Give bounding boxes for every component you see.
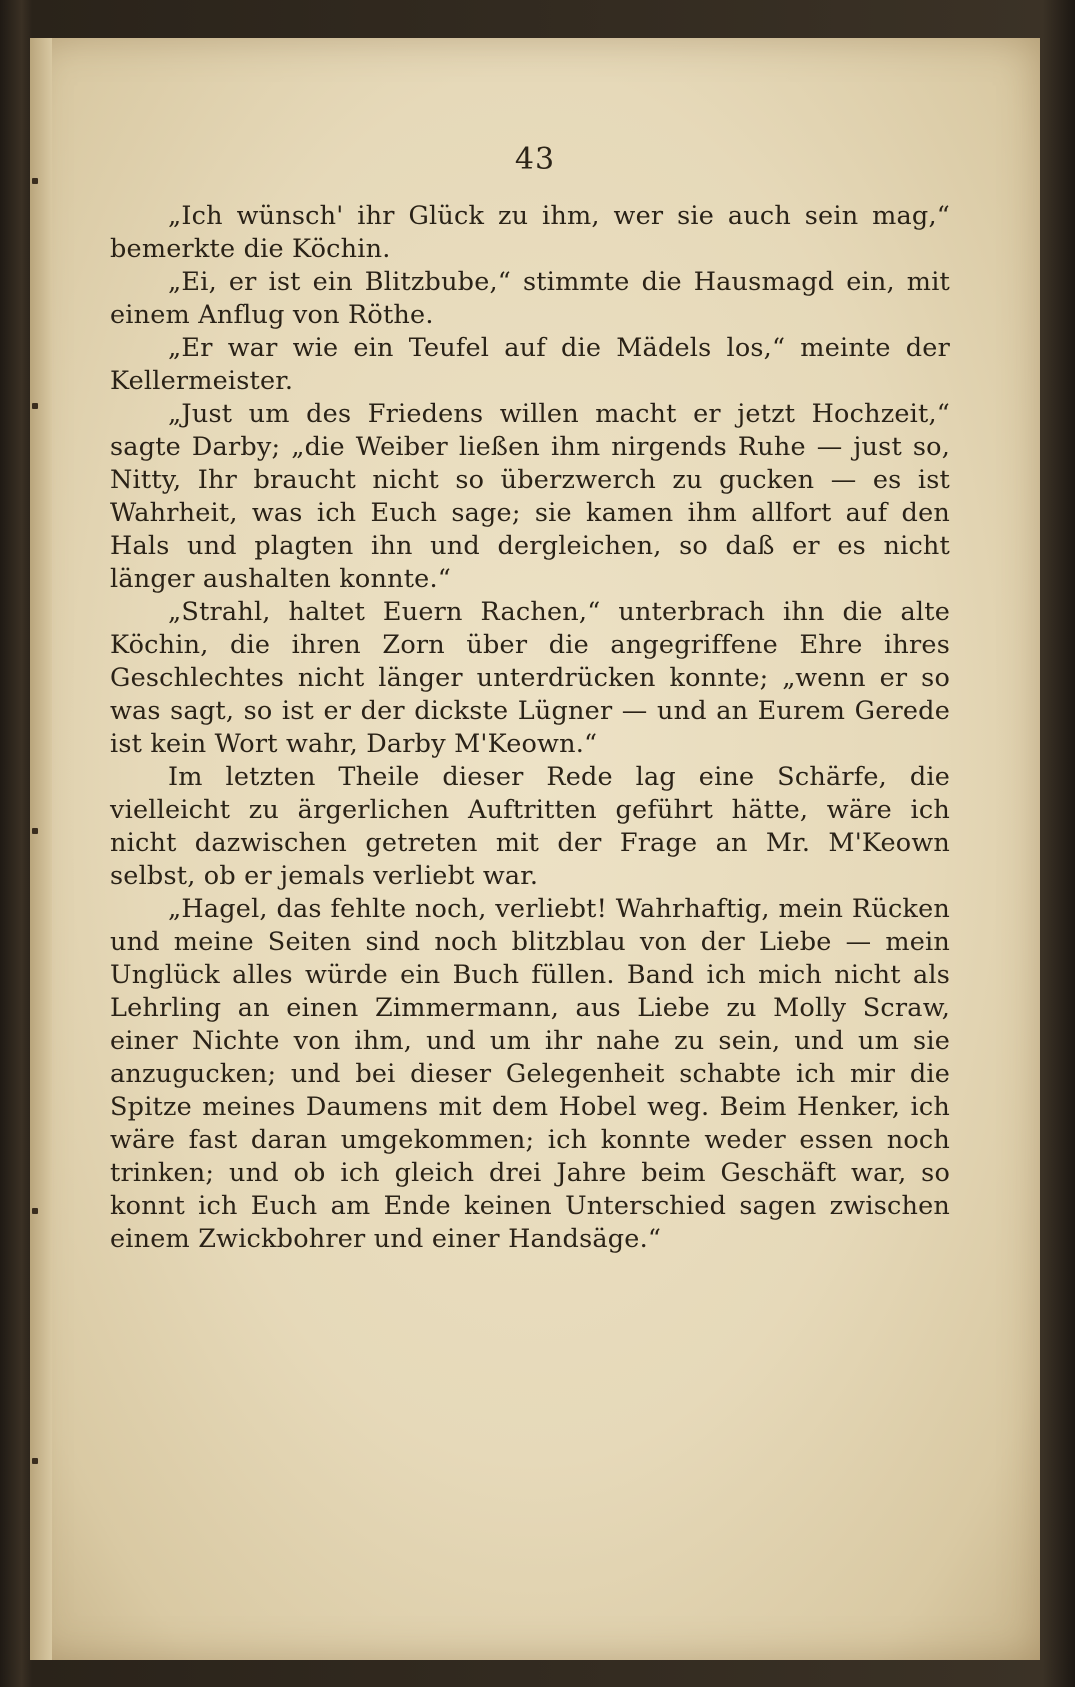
page-paper <box>30 38 1040 1660</box>
spine-mark <box>32 1208 38 1214</box>
spine-mark <box>32 828 38 834</box>
paragraph: „Just um des Friedens willen macht er jetzt Hochzeit,“ sagte Darby; „die Weiber ließen ihm nirgends Ruhe — just so, Nitty, Ihr braucht nicht so überzwerch zu gucken — es ist Wahrheit, was ich Euch sage; sie kamen ihm allfort auf den Hals und plagten ihn und dergleichen, so daß er es nicht länger aushalten konnte.“ <box>110 399 950 594</box>
body-text <box>110 200 950 1256</box>
paragraph: Im letzten Theile dieser Rede lag eine Schärfe, die vielleicht zu ärgerlichen Auftritten geführt hätte, wäre ich nicht dazwischen getreten mit der Frage an Mr. M'Keown selbst, ob er jemals verliebt war. <box>110 762 950 891</box>
book-gutter <box>30 38 52 1660</box>
spine-mark <box>32 178 38 184</box>
paragraph: „Ich wünsch' ihr Glück zu ihm, wer sie auch sein mag,“ bemerkte die Köchin. <box>110 201 950 264</box>
paragraph: „Ei, er ist ein Blitzbube,“ stimmte die Hausmagd ein, mit einem Anflug von Röthe. <box>110 267 950 330</box>
page-number: 43 <box>514 142 556 177</box>
spine-mark <box>32 403 38 409</box>
paragraph: „Hagel, das fehlte noch, verliebt! Wahrhaftig, mein Rücken und meine Seiten sind noch blitzblau von der Liebe — mein Unglück alles würde ein Buch füllen. Band ich mich nicht als Lehrling an einen Zimmermann, aus Liebe zu Molly Scraw, einer Nichte von ihm, und um ihr nahe zu sein, und um sie anzugucken; und bei dieser Gelegenheit schabte ich mir die Spitze meines Daumens mit dem Hobel weg. Beim Henker, ich wäre fast daran umgekommen; ich konnte weder essen noch trinken; und ob ich gleich drei Jahre beim Geschäft war, so konnt ich Euch am Ende keinen Unterschied sagen zwischen einem Zwickbohrer und einer Handsäge.“ <box>110 894 950 1254</box>
paragraph: „Er war wie ein Teufel auf die Mädels los,“ meinte der Kellermeister. <box>110 333 950 396</box>
spine-mark <box>32 1458 38 1464</box>
paragraph: „Strahl, haltet Euern Rachen,“ unterbrach ihn die alte Köchin, die ihren Zorn über die angegriffene Ehre ihres Geschlechtes nicht länger unterdrücken konnte; „wenn er so was sagt, so ist er der dickste Lügner — und an Eurem Gerede ist kein Wort wahr, Darby M'Keown.“ <box>110 597 950 759</box>
